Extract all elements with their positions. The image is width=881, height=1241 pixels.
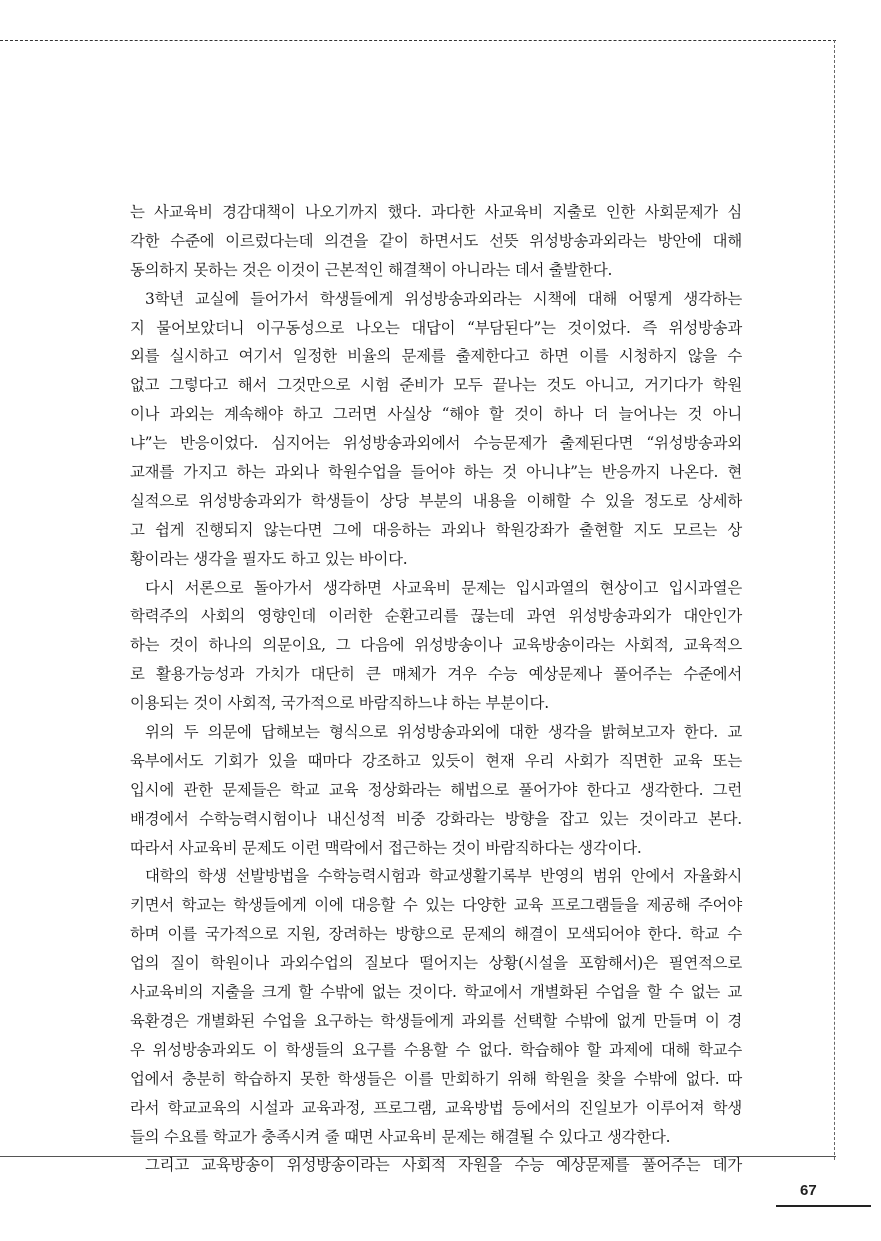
body-text xyxy=(130,198,742,1180)
text-line: 각한 수준에 이르렀다는데 의견을 같이 하면서도 선뜻 위성방송과외라는 방안에 대해 xyxy=(130,231,742,250)
text-line: 업의 질이 학원이나 과외수업의 질보다 떨어지는 상황(시설을 포함해서)은 필연적으로 xyxy=(130,954,742,973)
text-line: 위의 두 의문에 답해보는 형식으로 위성방송과외에 대한 생각을 밝혀보고자 한다. 교 xyxy=(145,723,742,742)
text-line: 로 활용가능성과 가치가 대단히 큰 매체가 겨우 수능 예상문제나 풀어주는 수준에서 xyxy=(130,665,742,684)
text-line: 입시에 관한 문제들은 학교 교육 정상화라는 해법으로 풀어가야 한다고 생각한다. 그런 xyxy=(130,780,742,799)
text-line: 는 사교육비 경감대책이 나오기까지 했다. 과다한 사교육비 지출로 인한 사회문제가 심 xyxy=(130,203,742,221)
page-number-underline xyxy=(776,1205,871,1207)
text-line: 육환경은 개별화된 수업을 요구하는 학생들에게 과외를 선택할 수밖에 없게 만들며 이 경 xyxy=(130,1011,742,1030)
text-line: 우 위성방송과외도 이 학생들의 요구를 수용할 수 없다. 학습해야 할 과제에 대해 학교수 xyxy=(130,1040,742,1059)
text-line: 다시 서론으로 돌아가서 생각하면 사교육비 문제는 입시과열의 현상이고 입시과열은 xyxy=(145,578,742,597)
right-border-rule xyxy=(834,40,835,1160)
text-line: 하며 이를 국가적으로 지원, 장려하는 방향으로 문제의 해결이 모색되어야 한다. 학교 수 xyxy=(130,925,742,944)
text-line: 이나 과외는 계속해야 하고 그러면 사실상 “해야 할 것이 하나 더 늘어나는 것 아니 xyxy=(130,405,742,424)
text-line: 키면서 학교는 학생들에게 이에 대응할 수 있는 다양한 교육 프로그램들을 제공해 주어야 xyxy=(130,896,742,915)
text-line: 업에서 충분히 학습하지 못한 학생들은 이를 만회하기 위해 학원을 찾을 수밖에 없다. 따 xyxy=(130,1069,742,1088)
text-line: 학력주의 사회의 영향인데 이러한 순환고리를 끊는데 과연 위성방송과외가 대안인가 xyxy=(130,607,742,626)
text-line: 하는 것이 하나의 의문이요, 그 다음에 위성방송이나 교육방송이라는 사회적, 교육적으 xyxy=(130,636,742,655)
text-line: 대학의 학생 선발방법을 수학능력시험과 학교생활기록부 반영의 범위 안에서 자율화시 xyxy=(145,867,742,886)
text-line: 3학년 교실에 들어가서 학생들에게 위성방송과외라는 시책에 대해 어떻게 생각하는 xyxy=(145,289,742,308)
top-border-rule xyxy=(0,40,836,41)
text-line: 따라서 사교육비 문제도 이런 맥락에서 접근하는 것이 바람직하다는 생각이다. xyxy=(130,838,642,857)
text-line: 고 쉽게 진행되지 않는다면 그에 대응하는 과외나 학원강좌가 출현할 지도 모르는 상 xyxy=(130,520,742,539)
text-line: 없고 그렇다고 해서 그것만으로 시험 준비가 모두 끝나는 것도 아니고, 거기다가 학원 xyxy=(130,376,742,395)
text-line: 육부에서도 기회가 있을 때마다 강조하고 있듯이 현재 우리 사회가 직면한 교육 또는 xyxy=(130,751,742,770)
text-line: 동의하지 못하는 것은 이것이 근본적인 해결책이 아니라는 데서 출발한다. xyxy=(130,260,613,279)
text-line: 사교육비의 지출을 크게 할 수밖에 없는 것이다. 학교에서 개별화된 수업을 할 수 없는 교 xyxy=(130,983,742,1002)
text-line: 교재를 가지고 하는 과외나 학원수업을 들어야 하는 것 아니냐”는 반응까지 나온다. 현 xyxy=(130,463,742,482)
page-number: 67 xyxy=(800,1182,817,1199)
text-line: 들의 수요를 학교가 충족시켜 줄 때면 사교육비 문제는 해결될 수 있다고 생각한다. xyxy=(130,1127,671,1146)
text-line: 라서 학교교육의 시설과 교육과정, 프로그램, 교육방법 등에서의 진일보가 이루어져 학생 xyxy=(130,1098,742,1117)
text-line: 이용되는 것이 사회적, 국가적으로 바람직하느냐 하는 부분이다. xyxy=(130,694,549,713)
text-line: 황이라는 생각을 필자도 하고 있는 바이다. xyxy=(130,549,408,568)
text-line: 외를 실시하고 여기서 일정한 비율의 문제를 출제한다고 하면 이를 시청하지 않을 수 xyxy=(130,347,742,366)
text-line: 실적으로 위성방송과외가 학생들이 상당 부분의 내용을 이해할 수 있을 정도로 상세하 xyxy=(130,491,742,510)
text-line: 그리고 교육방송이 위성방송이라는 사회적 자원을 수능 예상문제를 풀어주는 데가 xyxy=(145,1156,742,1175)
text-line: 냐”는 반응이었다. 심지어는 위성방송과외에서 수능문제가 출제된다면 “위성방송과외 xyxy=(130,434,742,453)
text-line: 배경에서 수학능력시험이나 내신성적 비중 강화라는 방향을 잡고 있는 것이라고 본다. xyxy=(130,809,742,828)
text-line: 지 물어보았더니 이구동성으로 나오는 대답이 “부담된다”는 것이었다. 즉 위성방송과 xyxy=(130,318,742,337)
